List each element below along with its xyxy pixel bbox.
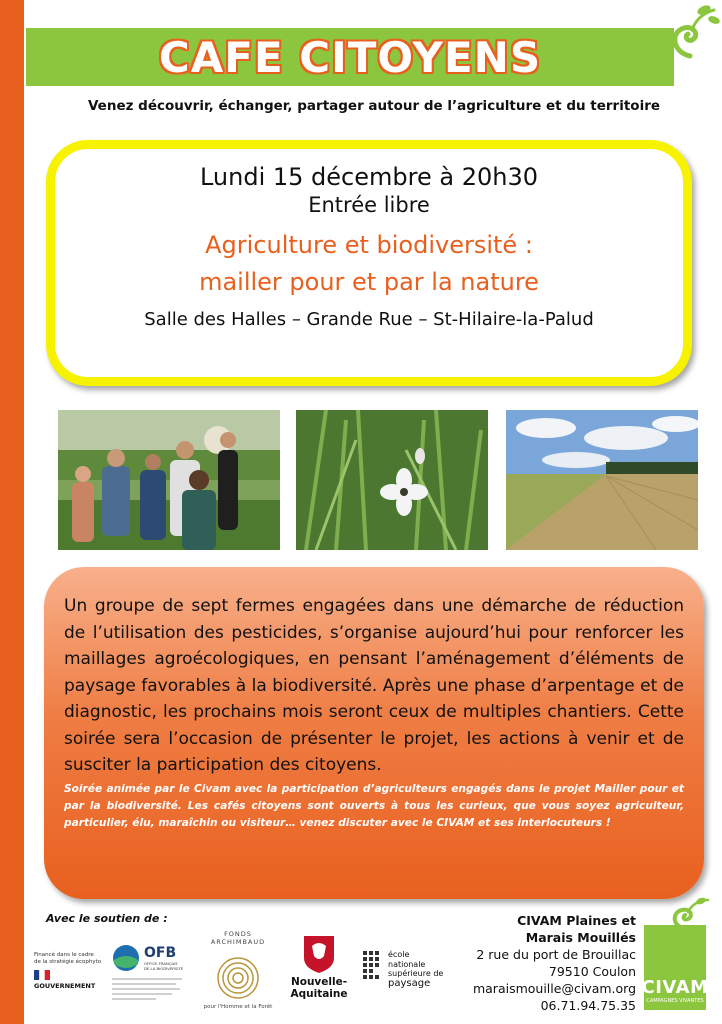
contact-email[interactable]: maraismouille@civam.org	[472, 981, 636, 996]
description-box	[44, 567, 704, 899]
description-text: Un groupe de sept fermes engagées dans une démarche de réduction de l’utilisation des pesticides, s’organise aujourd’hui pour renforcer les maillages agroécologiques, en pensant l’aménagement d’éléments de paysage favorables à la biodiversité. Après une phase d’arpentage et de diagnostic, les prochains mois seront ceux de multiples chantiers. Cette soirée sera l’occasion de présenter le projet, les actions à venir et de susciter la participation des citoyens.	[64, 596, 684, 775]
contact-phone[interactable]: 06.71.94.75.35	[540, 998, 636, 1013]
photo-crop-field	[506, 410, 698, 550]
title-banner	[26, 28, 674, 86]
ofb-subtitle: OFFICE FRANÇAIS DE LA BIODIVERSITÉ	[144, 961, 184, 971]
gouv-caption-2: de la stratégie écophyto	[34, 959, 102, 965]
photo-white-flower	[296, 410, 488, 550]
ofb-name: OFB	[144, 945, 177, 961]
ecole-line1: école	[388, 950, 410, 959]
event-place: Salle des Halles – Grande Rue – St-Hilaire-la-Palud	[144, 309, 594, 331]
grid-dots-icon	[362, 950, 384, 990]
event-topic-line2: mailler pour et par la nature	[199, 268, 539, 297]
region-name-line1: Nouvelle-	[290, 976, 348, 988]
gouv-caption-1: Financé dans le cadre	[34, 952, 94, 958]
civam-logo-tag: CAMPAGNES VIVANTES	[646, 998, 704, 1004]
region-nouvelle-aquitaine-logo	[288, 934, 350, 1016]
page-title: CAFE CITOYENS	[158, 32, 542, 82]
event-entry: Entrée libre	[308, 193, 430, 217]
region-name-line2: Aquitaine	[290, 988, 348, 1000]
ecole-paysage-logo	[362, 950, 462, 1010]
description-note: Soirée animée par le Civam avec la participation d’agriculteurs engagés dans le projet Mailler pour et par la biodiversité. Les cafés citoyens sont ouverts à tous les curieux, que vous soyez agriculteur, particulier, élu, maraîchin ou visiteur… venez discuter avec le CIVAM et ses interlocuteurs !	[64, 782, 684, 829]
event-date: Lundi 15 décembre à 20h30	[199, 163, 538, 191]
ecole-line2: nationale	[388, 959, 426, 969]
subtitle: Venez découvrir, échanger, partager autour de l’agriculture et du territoire	[87, 98, 661, 114]
gouv-name: GOUVERNEMENT	[34, 982, 96, 990]
archimbaud-motto: pour l'Homme et la Forêt	[203, 1004, 273, 1010]
french-flag-icon	[34, 970, 50, 980]
archimbaud-name: FONDS ARCHIMBAUD	[210, 930, 266, 946]
lion-shield-icon	[302, 934, 336, 974]
contact-org-line2: Marais Mouillés	[525, 930, 636, 945]
event-topic-line1: Agriculture et biodiversité :	[205, 231, 533, 259]
sponsors-label: Avec le soutien de :	[46, 912, 168, 925]
left-accent-bar	[0, 0, 24, 1024]
contact-org-line1: CIVAM Plaines et	[517, 913, 636, 928]
ofb-logo	[112, 944, 188, 1014]
contact-address1: 2 rue du port de Brouillac	[476, 947, 636, 962]
civam-logo	[641, 925, 709, 1010]
ecole-line3: supérieure de	[388, 969, 444, 978]
event-info-box	[46, 140, 692, 386]
event-topic	[55, 227, 683, 301]
contact-block	[473, 912, 636, 1014]
swirl-decoration-icon	[662, 2, 720, 60]
fonds-archimbaud-logo	[198, 928, 278, 1018]
civam-logo-name: CIVAM	[641, 977, 709, 998]
photo-group-in-field	[58, 410, 280, 550]
contact-address2: 79510 Coulon	[548, 964, 636, 979]
gouvernement-logo	[34, 952, 102, 1012]
ofb-circle-icon	[112, 944, 140, 972]
ecole-line4: paysage	[388, 977, 431, 989]
